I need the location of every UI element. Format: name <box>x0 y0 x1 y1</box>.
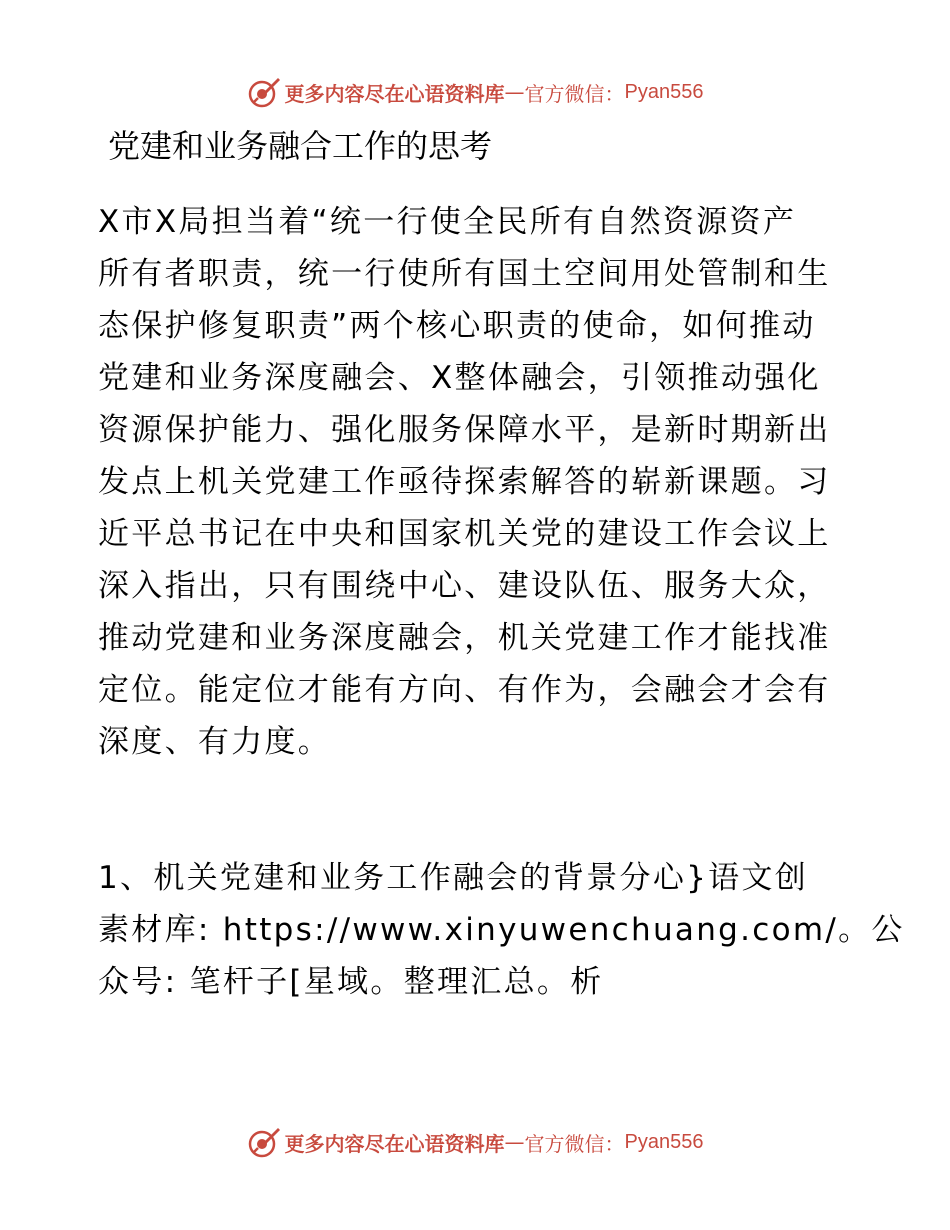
text-line: 党建和业务深度融会、X整体融会，引领推动强化 <box>98 360 821 396</box>
banner-official-label: 官方微信： <box>524 1131 625 1156</box>
text-line: 众号: 笔杆子[星域。整理汇总。析 <box>98 964 604 1000</box>
text-line: 素材库: https://www.xinyuwenchuang.com/。公 <box>98 912 905 948</box>
banner-account-id: Pyan556 <box>624 1130 704 1153</box>
document-title: 党建和业务融合工作的思考 <box>108 127 493 165</box>
text-line: 深入指出，只有围绕中心、建设队伍、服务大众， <box>98 568 831 604</box>
banner-official-label: 官方微信： <box>524 81 625 106</box>
banner-main-text: 更多内容尽在心语资料库 <box>284 1131 505 1156</box>
text-line: 定位。能定位才能有方向、有作为，会融会才会有 <box>98 672 831 708</box>
text-line: 发点上机关党建工作亟待探索解答的崭新课题。习 <box>98 464 831 500</box>
banner-account-id: Pyan556 <box>624 80 704 103</box>
banner-main-text: 更多内容尽在心语资料库 <box>284 81 505 106</box>
text-line: 深度、有力度。 <box>98 724 332 760</box>
text-line: X市X局担当着“统一行使全民所有自然资源资产 <box>98 204 797 240</box>
paragraph-section-1 <box>98 852 905 1008</box>
text-line: 态保护修复职责”两个核心职责的使命，如何推动 <box>98 308 816 344</box>
header-banner <box>0 72 950 112</box>
text-line: 近平总书记在中央和国家机关党的建设工作会议上 <box>98 516 831 552</box>
text-line: 资源保护能力、强化服务保障水平，是新时期新出 <box>98 412 831 448</box>
paragraph-intro <box>98 196 858 768</box>
banner-separator: — <box>504 80 525 104</box>
text-line: 所有者职责，统一行使所有国土空间用处管制和生 <box>98 256 831 292</box>
text-line: 1、机关党建和业务工作融会的背景分心}语文创 <box>98 860 809 896</box>
footer-banner <box>0 1122 950 1162</box>
quill-pen-logo-icon <box>247 1125 281 1159</box>
banner-separator: — <box>504 1130 525 1154</box>
text-line: 推动党建和业务深度融会，机关党建工作才能找准 <box>98 620 831 656</box>
quill-pen-logo-icon <box>247 75 281 109</box>
